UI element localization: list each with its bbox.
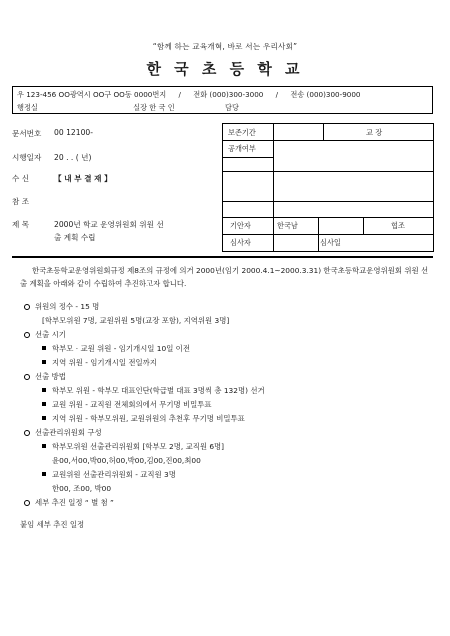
square-bullet-icon	[42, 444, 46, 448]
retention-period-label: 보존기간	[228, 128, 256, 137]
list-item: 학부모 · 교원 위원 - 임기개시일 10일 이전	[42, 343, 190, 354]
list-item: 선출 방법	[24, 371, 66, 382]
list-item: 지역 위원 - 임기개시일 전일까지	[42, 357, 157, 368]
principal-label: 교 장	[366, 128, 383, 137]
disclosure-label: 공개여부	[228, 144, 256, 153]
list-item: 교원위원 선출관리위원회 - 교직원 3명	[42, 469, 176, 480]
title-value-line-2: 출 계획 수립	[54, 233, 96, 242]
list-item: 한00, 조00, 박00	[52, 484, 112, 493]
reviewer-label: 심사자	[230, 238, 251, 247]
manager: 실장 한 국 인	[133, 103, 175, 112]
slogan: “함께 하는 교육개혁, 바로 서는 우리사회”	[152, 42, 298, 51]
department: 행정실	[17, 103, 38, 112]
cooperation-label: 협조	[391, 221, 405, 230]
intro-paragraph: 한국초등학교운영위원회규정 제8조의 규정에 의거 2000년(임기 2000.4.1~2000.3.31) 한국초등학교운영위원회 위원 선출 계획을 아래와 같이 수립하여 추진하고자 합니다.	[20, 266, 429, 288]
phone-number: 전화 (000)300-3000	[193, 90, 264, 99]
list-item: 학부모위원 선출관리위원회 [학부모 2명, 교직원 6명]	[42, 441, 224, 452]
fax-number: 전송 (000)300-9000	[290, 90, 361, 99]
doc-number-label: 문서번호	[12, 129, 42, 138]
address-line-2	[17, 103, 239, 113]
separator: /	[178, 90, 181, 99]
list-item: 선출 시기	[24, 329, 66, 340]
separator: /	[275, 90, 279, 99]
title-value-line-1: 2000년 학교 운영위원회 위원 선	[54, 220, 164, 229]
drafter-label: 기안자	[230, 221, 251, 230]
date-value: 20 . . ( 년)	[54, 153, 92, 162]
address-box	[12, 86, 433, 114]
circle-bullet-icon	[24, 332, 30, 338]
circle-bullet-icon	[24, 304, 30, 310]
school-name: 한 국 초 등 학 교	[146, 60, 304, 78]
list-item: 지역 위원 - 학부모위원, 교원위원의 추천후 무기명 비밀투표	[42, 413, 245, 424]
recipient-label: 수 신	[12, 174, 30, 183]
list-item: 학부모 위원 - 학부모 대표인단(학급별 대표 3명씩 총 132명) 선거	[42, 385, 265, 396]
doc-number-value: 00 12100-	[54, 128, 93, 137]
circle-bullet-icon	[24, 500, 30, 506]
recipient-value: 【 내 부 결 재 】	[54, 174, 112, 183]
approval-grid	[222, 123, 434, 252]
list-item: [학부모위원 7명, 교원위원 5명(교장 포함), 지역위원 3명]	[42, 316, 230, 325]
square-bullet-icon	[42, 346, 46, 350]
address-line-1	[17, 90, 361, 100]
review-date-label: 심사일	[320, 238, 341, 247]
plan-list	[20, 301, 440, 541]
list-item: 선출관리위원회 구성	[24, 427, 102, 438]
square-bullet-icon	[42, 472, 46, 476]
list-item: 세부 추진 일정 “ 별 첨 ”	[24, 497, 114, 508]
title-label: 제 목	[12, 220, 30, 229]
list-item: 교원 위원 - 교직원 전체회의에서 무기명 비밀투표	[42, 399, 212, 410]
drafter-name: 한국남	[277, 221, 298, 230]
reference-label: 참 조	[12, 197, 30, 206]
date-label: 시행일자	[12, 153, 42, 162]
list-item: 위원의 정수 - 15 명	[24, 301, 99, 312]
square-bullet-icon	[42, 360, 46, 364]
square-bullet-icon	[42, 416, 46, 420]
square-bullet-icon	[42, 402, 46, 406]
circle-bullet-icon	[24, 430, 30, 436]
officer-label: 담당	[225, 103, 239, 112]
postal-address: 우 123-456 OO광역시 OO구 OO동 0000번지	[17, 90, 167, 99]
divider	[12, 256, 433, 258]
circle-bullet-icon	[24, 374, 30, 380]
attachment-note: 붙임 세부 추진 일정	[20, 520, 85, 529]
square-bullet-icon	[42, 388, 46, 392]
list-item: 윤00,서00,박00,허00,박00,김00,진00,최00	[52, 456, 201, 465]
